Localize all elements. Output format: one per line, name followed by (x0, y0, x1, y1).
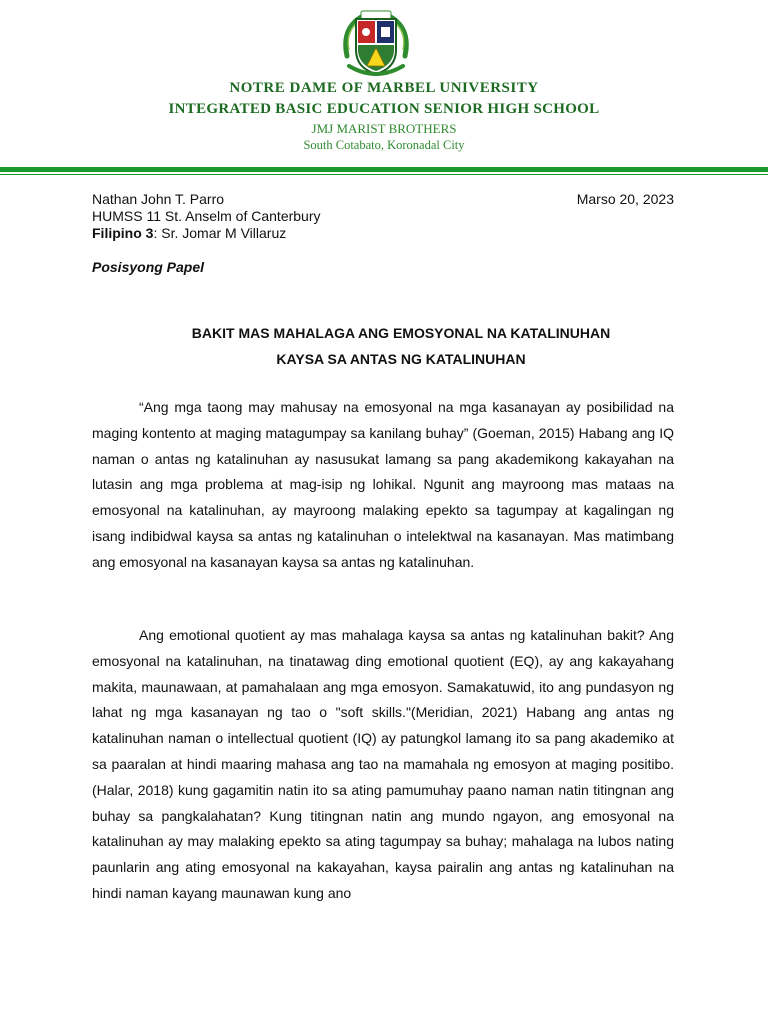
document-type: Posisyong Papel (92, 259, 205, 275)
essay-title-line-1: BAKIT MAS MAHALAGA ANG EMOSYONAL NA KATALINUHAN (191, 325, 611, 341)
order-name: JMJ MARIST BROTHERS (311, 121, 457, 136)
subject-teacher: : Sr. Jomar M Villaruz (153, 225, 287, 241)
document-date: Marso 20, 2023 (576, 191, 674, 207)
school-seal-logo (341, 10, 411, 82)
subject-line (92, 225, 286, 242)
header-divider-thin (0, 174, 768, 175)
school-name: INTEGRATED BASIC EDUCATION SENIOR HIGH SCHOOL (168, 101, 600, 117)
author-name: Nathan John T. Parro (92, 191, 225, 207)
school-location: South Cotabato, Koronadal City (303, 138, 465, 152)
author-section: HUMSS 11 St. Anselm of Canterbury (92, 208, 321, 224)
header-divider-thick (0, 167, 768, 172)
essay-title-line-2: KAYSA SA ANTAS NG KATALINUHAN (276, 351, 526, 367)
university-name: NOTRE DAME OF MARBEL UNIVERSITY (229, 80, 539, 96)
subject-label: Filipino 3 (92, 225, 154, 241)
body-paragraph-2: Ang emotional quotient ay mas mahalaga kaysa sa antas ng katalinuhan bakit? Ang emosyonal na katalinuhan, na tinatawag ding emotional quotient (EQ), ay ang kakayahang makita, maunawaan, at pamahalaan ang mga emosyon. Samakatuwid, ito ang pundasyon ng lahat ng mga kasanayan ng tao o "soft skills."(Meridian, 2021) Habang ang antas ng katalinuhan naman o intellectual quotient (IQ) ay patungkol lamang ito sa pang akademiko at sa paaralan at hindi maaring mahasa ang tao na mamahala ng emosyon at maging positibo.(Halar, 2018) kung gagamitin natin ito sa ating pamumuhay paano naman natin titingnan ang buhay sa pangkalahatan? Kung titingnan natin ang mundo ngayon, ang emosyonal na katalinuhan ay may malaking epekto sa ating tagumpay sa buhay; mahalaga na lubos nating paunlarin ang ating emosyonal na kakayahan, kaysa pairalin ang antas ng katalinuhan na hindi naman kayang maunawan kung ano (92, 627, 674, 901)
body-paragraph-1: “Ang mga taong may mahusay na emosyonal na mga kasanayan ay posibilidad na maging kontento at maging matagumpay sa kanilang buhay” (Goeman, 2015) Habang ang IQ naman o antas ng katalinuhan ay nasusukat lamang sa pang akademikong kakayahan na lutasin ang mga problema at mag-isip ng lohikal. Ngunit ang mayroong mas mataas na emosyonal na katalinuhan, ay mayroong malaking epekto sa tagumpay at kagalingan ng isang indibidwal kaysa sa antas ng katalinuhan o intelektwal na kasanayan. Mas matimbang ang emosyonal na kasanayan kaysa sa antas ng katalinuhan. (92, 399, 674, 570)
